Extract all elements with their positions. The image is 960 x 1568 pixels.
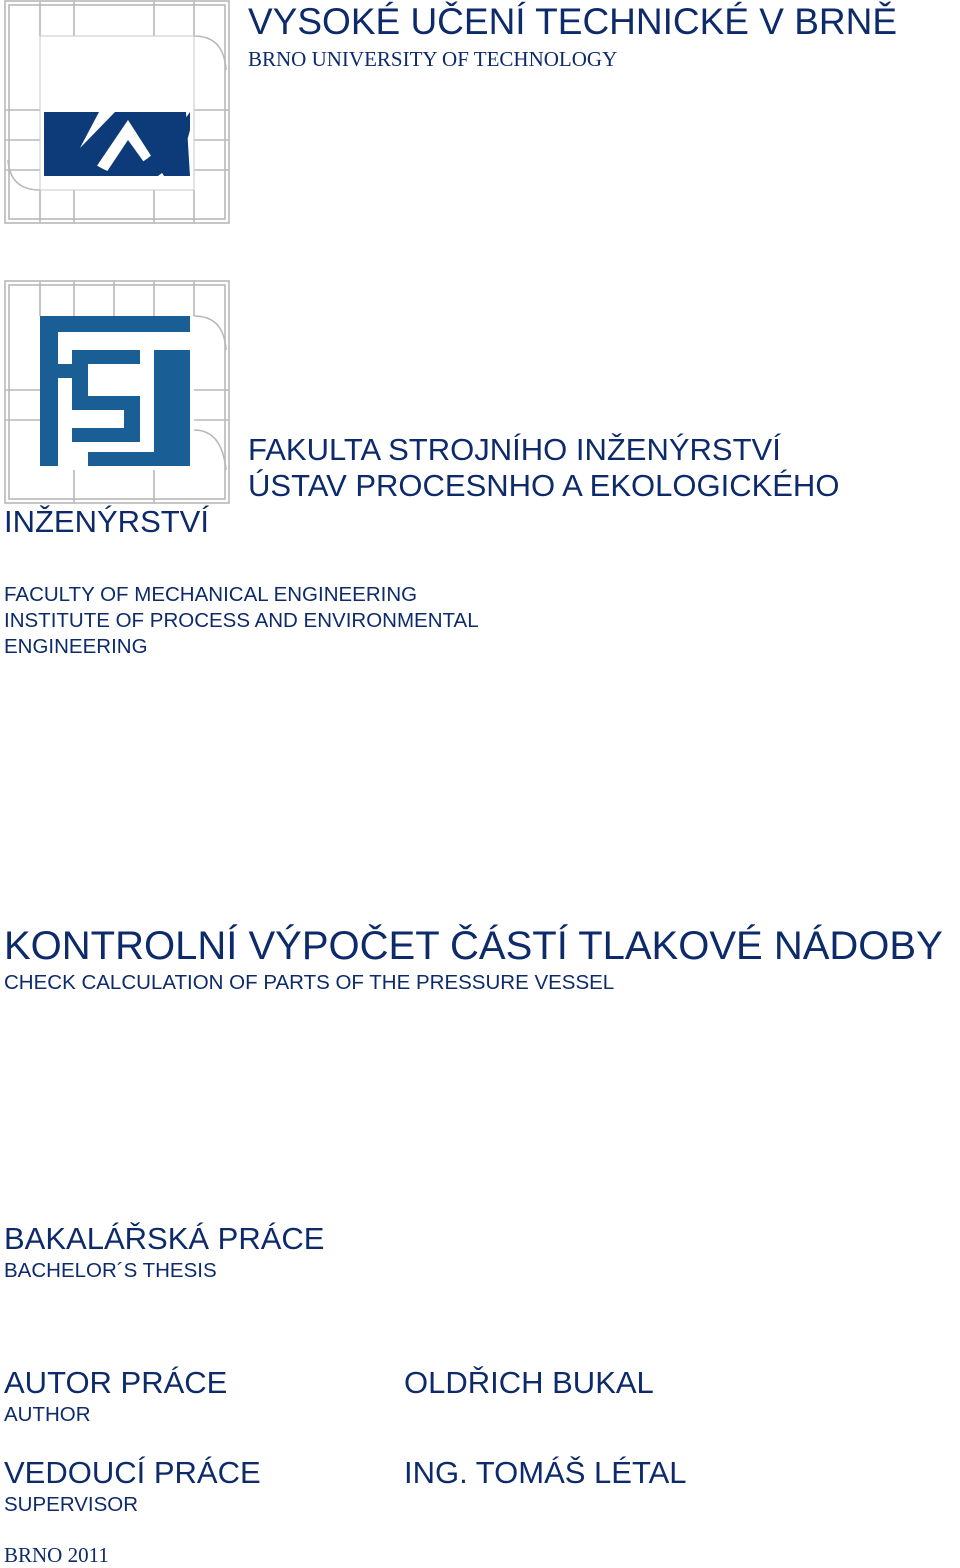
thesis-title-en: CHECK CALCULATION OF PARTS OF THE PRESSURE VESSEL (4, 971, 615, 994)
thesis-type-en: BACHELOR´S THESIS (4, 1259, 217, 1282)
institute-name-cs-line2: INŽENÝRSTVÍ (4, 504, 209, 539)
university-name-en: BRNO UNIVERSITY OF TECHNOLOGY (248, 47, 618, 71)
faculty-name-cs: FAKULTA STROJNÍHO INŽENÝRSTVÍ (248, 432, 781, 467)
supervisor-label-cs: VEDOUCÍ PRÁCE (4, 1455, 261, 1490)
city-year: BRNO 2011 (4, 1543, 109, 1567)
author-name: OLDŘICH BUKAL (404, 1365, 654, 1400)
author-label-en: AUTHOR (4, 1403, 91, 1426)
supervisor-name: ING. TOMÁŠ LÉTAL (404, 1455, 687, 1490)
supervisor-label-en: SUPERVISOR (4, 1493, 139, 1516)
fsi-logo-icon (4, 280, 230, 505)
vut-logo-icon (4, 0, 230, 225)
thesis-type-cs: BAKALÁŘSKÁ PRÁCE (4, 1221, 325, 1256)
faculty-name-en: FACULTY OF MECHANICAL ENGINEERING (4, 583, 418, 606)
institute-name-cs-line1: ÚSTAV PROCESNHO A EKOLOGICKÉHO (248, 468, 840, 503)
university-name-cs: VYSOKÉ UČENÍ TECHNICKÉ V BRNĚ (248, 1, 898, 42)
thesis-title-cs: KONTROLNÍ VÝPOČET ČÁSTÍ TLAKOVÉ NÁDOBY (4, 924, 943, 968)
institute-name-en-line2: ENGINEERING (4, 635, 148, 658)
institute-name-en-line1: INSTITUTE OF PROCESS AND ENVIRONMENTAL (4, 609, 479, 632)
author-label-cs: AUTOR PRÁCE (4, 1365, 228, 1400)
